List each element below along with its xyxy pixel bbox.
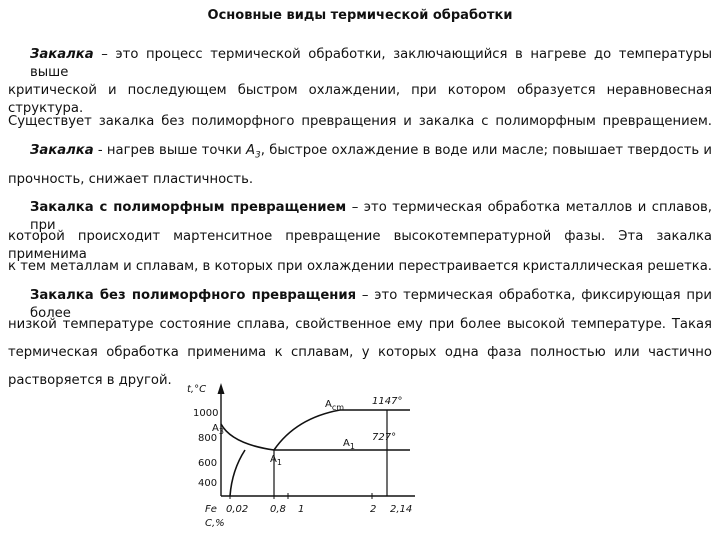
label-1147: 1147° — [372, 396, 403, 407]
label-a1-center-sub: 1 — [276, 458, 282, 467]
label-a1-right-sub: 1 — [349, 442, 355, 451]
point-sub: 3 — [255, 150, 261, 161]
y-tick-600: 600 — [198, 458, 218, 469]
text-span: – это термическая обработка, фиксирующая при более — [30, 288, 712, 321]
page-title: Основные виды термической обработки — [207, 8, 513, 23]
point-letter: А — [246, 143, 256, 158]
y-axis-label: t,°C — [187, 384, 207, 395]
x-axis-label: C,% — [205, 518, 225, 529]
term-zakalka: Закалка — [30, 47, 94, 62]
y-axis-arrow-icon — [218, 383, 225, 394]
text-span: - нагрев выше точки — [93, 143, 247, 158]
term-zakalka-2: Закалка — [30, 143, 94, 158]
acm-curve — [274, 410, 340, 450]
y-tick-400: 400 — [198, 478, 218, 489]
paragraph-3-line-2: которой происходит мартенситное превращение высокотемпературной фазы. Эта закалка применима — [8, 229, 712, 262]
y-tick-1000: 1000 — [193, 408, 219, 419]
x-label-08: 0,8 — [270, 504, 286, 515]
paragraph-4-line-3: термическая обработка применима к сплавам, у которых одна фаза полностью или частично — [8, 345, 712, 360]
label-727: 727° — [372, 432, 397, 443]
x-label-1: 1 — [298, 504, 305, 515]
label-a3-sub: 3 — [218, 427, 224, 436]
paragraph-1-line-3: Существует закалка без полиморфного превращения и закалка с полиморфным превращением. — [8, 114, 712, 129]
label-acm-sub: cm — [331, 403, 345, 412]
label-a3-letter: A — [212, 423, 219, 434]
paragraph-4-line-4: растворяется в другой. — [8, 373, 172, 388]
label-acm — [325, 399, 344, 412]
text-span: – это термическая обработка металлов и сплавов, при — [30, 200, 712, 233]
paragraph-2-line-2: прочность, снижает пластичность. — [8, 172, 254, 187]
label-a1-right-letter: A — [343, 438, 350, 449]
label-a1-center — [270, 454, 282, 467]
paragraph-3-line-3: к тем металлам и сплавам, в которых при охлаждении перестраивается кристаллическая решетка. — [8, 259, 712, 274]
y-tick-800: 800 — [198, 433, 218, 444]
term-non-polymorphic: Закалка без полиморфного превращения — [30, 288, 357, 303]
text-span: , быстрое охлаждение в воде или масле; повышает твердость и — [260, 143, 712, 158]
solubility-curve — [230, 450, 245, 496]
term-polymorphic: Закалка с полиморфным превращением — [30, 200, 347, 215]
x-label-fe: Fe — [205, 504, 217, 515]
x-label-2: 2 — [370, 504, 377, 515]
paragraph-1-line-2: критической и последующем быстром охлаждении, при котором образуется неравновесная структура. — [8, 83, 712, 116]
a3-curve — [218, 424, 274, 450]
label-a1-right — [343, 438, 355, 451]
x-label-214: 2,14 — [390, 504, 413, 515]
paragraph-4-line-2: низкой температуре состояние сплава, свойственное ему при более высокой температуре. Такая — [8, 317, 712, 332]
label-a1-center-letter: A — [270, 454, 277, 465]
x-label-002: 0,02 — [226, 504, 249, 515]
text-span: – это процесс термической обработки, заключающийся в нагреве до температуры выше — [30, 47, 712, 80]
label-acm-letter: A — [325, 399, 332, 410]
